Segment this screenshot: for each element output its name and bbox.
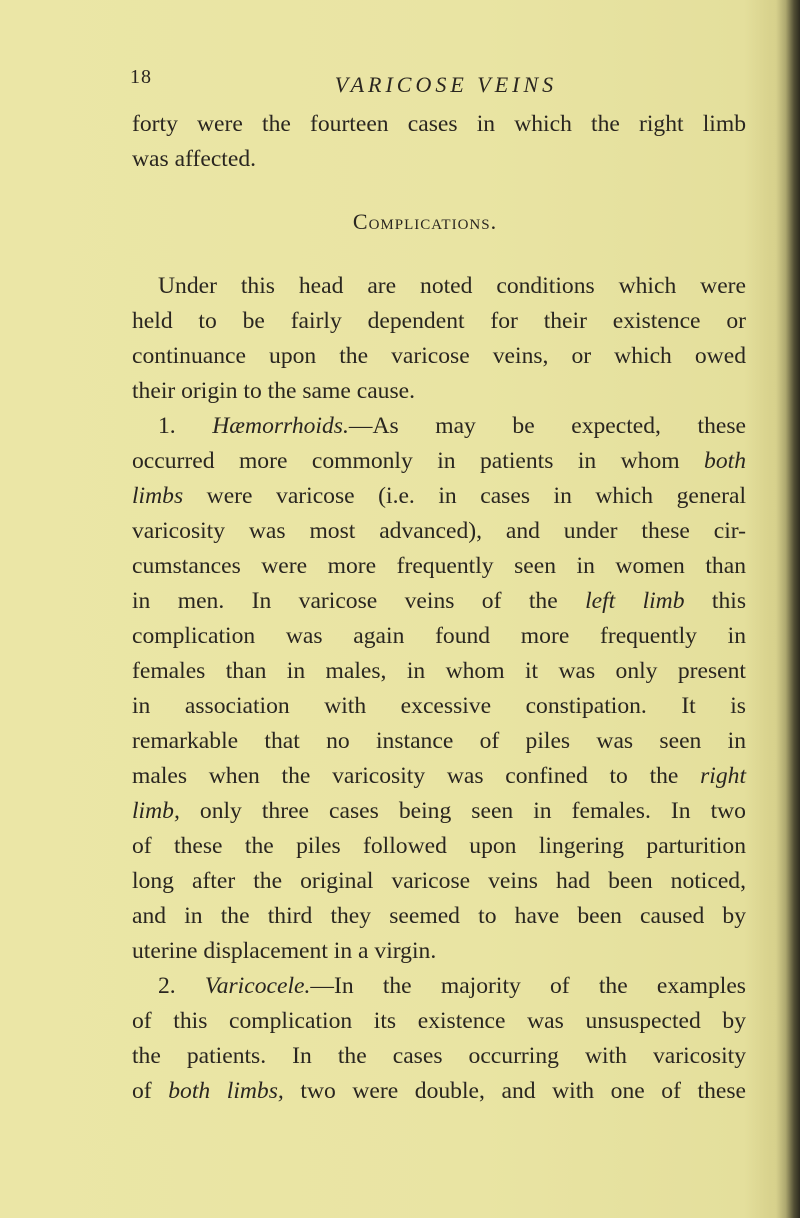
body-text	[132, 107, 746, 1109]
text-line: the patients. In the cases occurring with varicosity	[132, 1043, 746, 1069]
text-line: occurred more commonly in patients in whom both	[132, 448, 746, 474]
text-line: males when the varicosity was confined to the right	[132, 763, 746, 789]
text-line: remarkable that no instance of piles was seen in	[132, 728, 746, 754]
text-line: limbs were varicose (i.e. in cases in which general	[132, 483, 746, 509]
page-number: 18	[130, 66, 152, 88]
text-line: held to be fairly dependent for their existence or	[132, 308, 746, 334]
text-line: cumstances were more frequently seen in women than	[132, 553, 746, 579]
text-line: uterine displacement in a virgin.	[132, 938, 437, 964]
text-line: continuance upon the varicose veins, or which owed	[132, 343, 746, 369]
page-header	[130, 66, 750, 100]
text-line: of this complication its existence was unsuspected by	[132, 1008, 746, 1034]
term-varicocele: Varicocele.	[204, 973, 311, 999]
text-line: varicosity was most advanced), and under these cir-	[132, 518, 746, 544]
text-line: limb, only three cases being seen in females. In two	[132, 798, 746, 824]
text-line: females than in males, in whom it was only present	[132, 658, 746, 684]
term-haemorrhoids: Hæmorrhoids.	[212, 413, 349, 439]
text-line: Under this head are noted conditions which were	[158, 273, 746, 299]
text-line: was affected.	[132, 146, 257, 172]
text-line: forty were the fourteen cases in which the right limb	[132, 111, 746, 137]
text-line: complication was again found more frequently in	[132, 623, 746, 649]
text-line: of these the piles followed upon lingering parturition	[132, 833, 746, 859]
text-line: in association with excessive constipation. It is	[132, 693, 746, 719]
text-line: and in the third they seemed to have been caused by	[132, 903, 746, 929]
section-heading: Complications.	[352, 209, 498, 234]
page-edge-shadow	[776, 0, 800, 1218]
text-line: long after the original varicose veins had been noticed,	[132, 868, 746, 894]
list-number: 2.	[158, 973, 176, 999]
text-line: of both limbs, two were double, and with one of these	[132, 1078, 747, 1104]
text-line: in men. In varicose veins of the left limb this	[132, 588, 747, 614]
running-title: VARICOSE VEINS	[334, 72, 558, 97]
list-number: 1.	[158, 413, 176, 439]
text-line: 2. Varicocele.—In the majority of the examples	[158, 973, 746, 999]
text-line: 1. Hæmorrhoids.—As may be expected, these	[158, 413, 746, 439]
text-line: their origin to the same cause.	[132, 378, 416, 404]
